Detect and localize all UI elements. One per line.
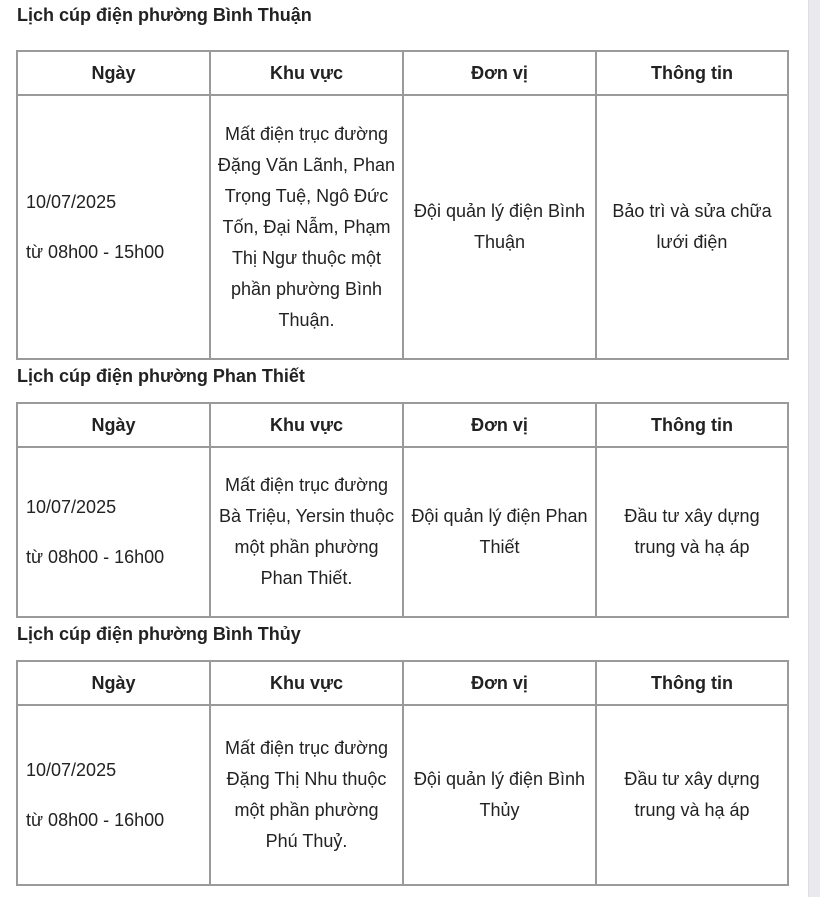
unit-cell: Đội quản lý điện Phan Thiết [403,447,596,617]
table-row [17,705,788,885]
date-cell [17,447,210,617]
info-cell: Đầu tư xây dựng trung và hạ áp [596,447,788,617]
column-header-area: Khu vực [210,403,403,447]
column-header-date: Ngày [17,403,210,447]
area-cell: Mất điện trục đường Bà Triệu, Yersin thuộc một phần phường Phan Thiết. [210,447,403,617]
column-header-date: Ngày [17,51,210,95]
table-header-row [17,51,788,95]
outage-date: 10/07/2025 [26,760,117,780]
column-header-info: Thông tin [596,403,788,447]
table-row [17,447,788,617]
column-header-info: Thông tin [596,661,788,705]
column-header-unit: Đơn vị [403,661,596,705]
vertical-scrollbar[interactable] [808,0,820,897]
date-cell [17,705,210,885]
date-cell [17,95,210,359]
table-header-row [17,661,788,705]
schedule-table-binh-thuan [16,50,789,360]
section-title-binh-thuy: Lịch cúp điện phường Bình Thủy [17,624,301,644]
table-header-row [17,403,788,447]
outage-date: 10/07/2025 [26,192,117,212]
column-header-unit: Đơn vị [403,51,596,95]
area-cell: Mất điện trục đường Đặng Thị Nhu thuộc một phần phường Phú Thuỷ. [210,705,403,885]
section-title-phan-thiet: Lịch cúp điện phường Phan Thiết [17,366,305,386]
area-cell: Mất điện trục đường Đặng Văn Lãnh, Phan Trọng Tuệ, Ngô Đức Tốn, Đại Nẫm, Phạm Thị Ngư thuộc một phần phường Bình Thuận. [210,95,403,359]
table-row [17,95,788,359]
outage-time: từ 08h00 - 16h00 [26,547,165,567]
column-header-info: Thông tin [596,51,788,95]
outage-time: từ 08h00 - 15h00 [26,242,165,262]
column-header-unit: Đơn vị [403,403,596,447]
outage-time: từ 08h00 - 16h00 [26,810,165,830]
section-title-binh-thuan: Lịch cúp điện phường Bình Thuận [17,5,312,25]
column-header-area: Khu vực [210,51,403,95]
unit-cell: Đội quản lý điện Bình Thủy [403,705,596,885]
info-cell: Bảo trì và sửa chữa lưới điện [596,95,788,359]
schedule-table-phan-thiet [16,402,789,618]
schedule-table-binh-thuy [16,660,789,886]
outage-date: 10/07/2025 [26,497,117,517]
column-header-date: Ngày [17,661,210,705]
unit-cell: Đội quản lý điện Bình Thuận [403,95,596,359]
column-header-area: Khu vực [210,661,403,705]
info-cell: Đầu tư xây dựng trung và hạ áp [596,705,788,885]
